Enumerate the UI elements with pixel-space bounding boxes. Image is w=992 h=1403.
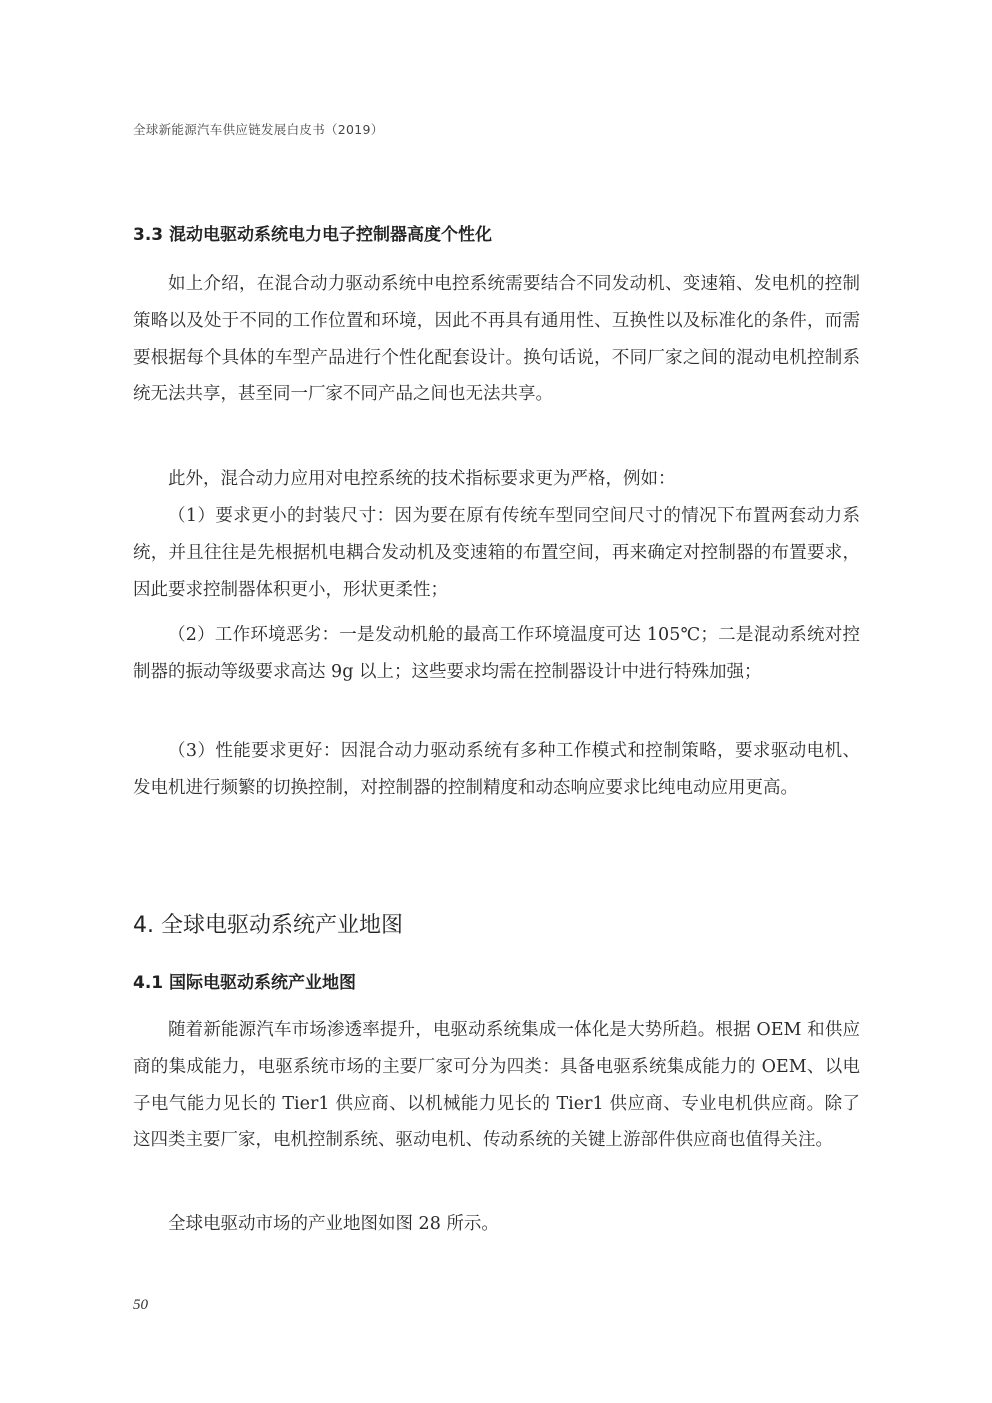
running-header: 全球新能源汽车供应链发展白皮书（2019） [133,122,384,137]
section-4-1-paragraph-2: 全球电驱动市场的产业地图如图 28 所示。 [168,1214,499,1234]
section-4-1-paragraph-1: 随着新能源汽车市场渗透率提升，电驱动系统集成一体化是大势所趋。根据 OEM 和供应商的集成能力，电驱系统市场的主要厂家可分为四类：具备电驱系统集成能力的 OEM、以电子电气能力见长的 Tier1 供应商、以机械能力见长的 Tier1 供应商、专业电机供应商。除了这四类主要厂家，电机控制系统、驱动电机、传动系统的关键上游部件供应商也值得关注。 [133,1020,860,1151]
section-3-3-paragraph-1: 如上介绍，在混合动力驱动系统中电控系统需要结合不同发动机、变速箱、发电机的控制策略以及处于不同的工作位置和环境，因此不再具有通用性、互换性以及标准化的条件，而需要根据每个具体的车型产品进行个性化配套设计。换句话说，不同厂家之间的混动电机控制系统无法共享，甚至同一厂家不同产品之间也无法共享。 [133,274,860,405]
section-3-3-item-2: （2）工作环境恶劣：一是发动机舱的最高工作环境温度可达 105℃；二是混动系统对控制器的振动等级要求高达 9g 以上；这些要求均需在控制器设计中进行特殊加强； [133,625,860,682]
section-3-3-item-3: （3）性能要求更好：因混合动力驱动系统有多种工作模式和控制策略，要求驱动电机、发电机进行频繁的切换控制，对控制器的控制精度和动态响应要求比纯电动应用更高。 [133,741,860,798]
section-3-3-paragraph-2: 此外，混合动力应用对电控系统的技术指标要求更为严格，例如： [168,469,676,489]
section-3-3-heading: 3.3 混动电驱动系统电力电子控制器高度个性化 [133,225,493,245]
section-4-heading: 4. 全球电驱动系统产业地图 [133,913,403,938]
page-number: 50 [133,1297,148,1313]
section-3-3-item-1: （1）要求更小的封装尺寸：因为要在原有传统车型同空间尺寸的情况下布置两套动力系统，并且往往是先根据机电耦合发动机及变速箱的布置空间，再来确定对控制器的布置要求，因此要求控制器体积更小，形状更柔性； [133,506,860,600]
section-4-1-heading: 4.1 国际电驱动系统产业地图 [133,973,357,993]
